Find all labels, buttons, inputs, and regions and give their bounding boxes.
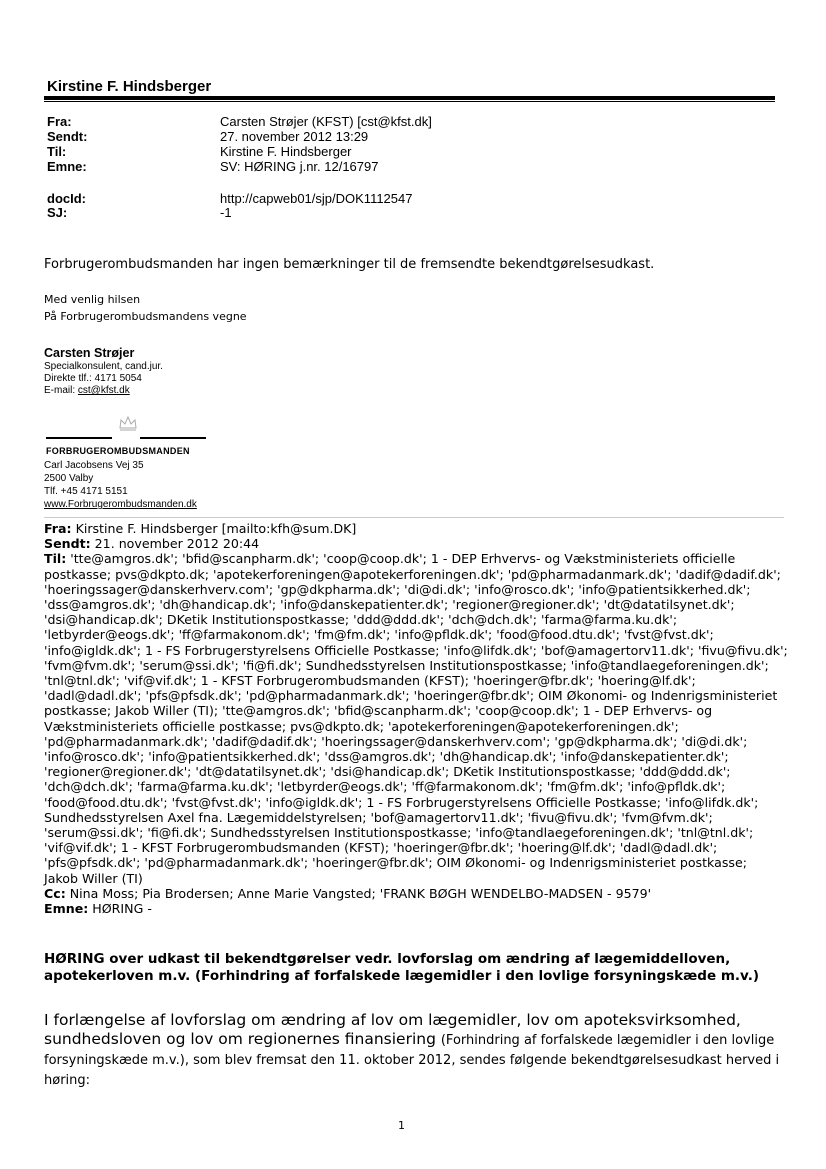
- intro-part-2: (Forhindring af forfalskede lægemidler i den lovlige forsyningskæde m.v.), som blev fremsat den 11. oktober 2012, sendes følgende bekendtgørelsesudkast herved i høring:: [44, 1033, 780, 1088]
- orig-sendt-value: 21. november 2012 20:44: [94, 536, 260, 552]
- signature-email-label: E-mail:: [44, 385, 78, 396]
- orig-fra-line: [44, 521, 789, 536]
- greeting-line-2: På Forbrugerombudsmandens vegne: [44, 310, 247, 323]
- orig-cc-value: Nina Moss; Pia Brodersen; Anne Marie Vangsted; 'FRANK BØGH WENDELBO-MADSEN - 9579': [69, 885, 652, 901]
- org-address-1: Carl Jacobsens Vej 35: [44, 460, 144, 471]
- meta-value-docid: http://capweb01/sjp/DOK1112547: [220, 191, 413, 206]
- logo-line-left: [46, 437, 112, 439]
- meta-value-sj: -1: [220, 205, 232, 220]
- header-rule-thin: [44, 101, 775, 102]
- meta-label-emne: Emne:: [47, 159, 87, 174]
- intro-part-1: I forlængelse af lovforslag om ændring af lov om lægemidler, lov om apoteksvirksomhed, sundhedsloven og lov om regionernes finansiering: [44, 1011, 741, 1048]
- til-line: Sundhedsstyrelsen Axel fna. Lægemiddelstyrelsen; 'bof@amagertorv11.dk'; 'fivu@fivu.dk'; 'fvm@fvm.dk';: [44, 809, 713, 825]
- orig-sendt-label: Sendt:: [44, 536, 91, 552]
- til-line: 'pfs@pfsdk.dk'; 'pd@pharmadanmark.dk'; 'hoeringer@fbr.dk'; OIM Økonomi- og Indenrigsministeriet postkasse;: [44, 855, 747, 871]
- org-web-link[interactable]: www.Forbrugerombudsmanden.dk: [44, 499, 197, 510]
- org-tel: Tlf. +45 4171 5151: [44, 486, 128, 497]
- til-line: 'fvm@fvm.dk'; 'serum@ssi.dk'; 'fi@fi.dk'; Sundhedsstyrelsen Institutionspostkasse; 'info@tandlaegeforeningen.dk';: [44, 657, 769, 673]
- document-owner-name: Kirstine F. Hindsberger: [47, 78, 212, 95]
- meta-value-sendt: 27. november 2012 13:29: [220, 129, 369, 144]
- til-line: postkasse; Jakob Willer (TI); 'tte@amgros.dk'; 'bfid@scanpharm.dk'; 'coop@coop.dk'; 1 - DEP Erhvervs- og: [44, 703, 713, 719]
- signature-phone: Direkte tlf.: 4171 5054: [44, 373, 142, 384]
- til-line: 'letbyrder@eogs.dk'; 'ff@farmakonom.dk'; 'fm@fm.dk'; 'info@pfldk.dk'; 'food@food.dtu.dk'; 'fvst@fvst.dk';: [44, 627, 714, 643]
- til-line: 'dss@amgros.dk'; 'dh@handicap.dk'; 'info@danskepatienter.dk'; 'regioner@regioner.dk'; 'dt@datatilsynet.dk';: [44, 597, 735, 613]
- til-line: Jakob Willer (TI): [44, 870, 143, 886]
- signature-email-line: [44, 385, 130, 397]
- orig-emne-line: [44, 901, 789, 916]
- orig-fra-label: Fra:: [44, 521, 72, 536]
- til-line-text: 'tte@amgros.dk'; 'bfid@scanpharm.dk'; 'coop@coop.dk'; 1 - DEP Erhvervs- og Vækstministeriets officielle: [70, 551, 736, 567]
- til-line: 'tnl@tnl.dk'; 'vif@vif.dk'; 1 - KFST Forbrugerombudsmanden (KFST); 'hoeringer@fbr.dk'; 'hoering@lf.dk';: [44, 673, 696, 689]
- orig-fra-value: Kirstine F. Hindsberger [mailto:kfh@sum.DK]: [75, 521, 357, 536]
- hearing-subject: HØRING over udkast til bekendtgørelser vedr. lovforslag om ændring af lægemiddelloven, apotekerloven m.v. (Forhindring af forfalskede lægemidler i den lovlige forsyningskæde m.v.): [44, 951, 760, 984]
- greeting-line-1: Med venlig hilsen: [44, 293, 141, 306]
- page-number: 1: [398, 1119, 405, 1132]
- original-message-header: [44, 521, 789, 916]
- meta-value-emne: SV: HØRING j.nr. 12/16797: [220, 159, 379, 174]
- til-line: 'dadl@dadl.dk'; 'pfs@pfsdk.dk'; 'pd@pharmadanmark.dk'; 'hoeringer@fbr.dk'; OIM Økonomi- og Indenrigsministeriet: [44, 688, 778, 704]
- orig-cc-label: Cc:: [44, 885, 66, 901]
- orig-sendt-line: [44, 536, 789, 551]
- til-line: Vækstministeriets officielle postkasse; pvs@dkpto.dk; 'apotekerforeningen@apotekerforeningen.dk';: [44, 718, 679, 734]
- orig-emne-label: Emne:: [44, 901, 89, 917]
- crown-icon: [118, 414, 138, 432]
- meta-value-til: Kirstine F. Hindsberger: [220, 144, 352, 159]
- orig-cc-line: [44, 886, 789, 901]
- til-line: 'hoeringssager@danskerhverv.com'; 'gp@dkpharma.dk'; 'di@di.dk'; 'info@rosco.dk'; 'info@patientsikkerhed.dk';: [44, 581, 751, 597]
- til-line: 'info@rosco.dk'; 'info@patientsikkerhed.dk'; 'dss@amgros.dk'; 'dh@handicap.dk'; 'info@danskepatienter.dk';: [44, 749, 729, 765]
- header-rule: [44, 96, 775, 100]
- org-address-2: 2500 Valby: [44, 473, 94, 484]
- til-line: 'serum@ssi.dk'; 'fi@fi.dk'; Sundhedsstyrelsen Institutionspostkasse; 'info@tandlaegeforeningen.dk'; 'tnl@tnl.dk';: [44, 825, 754, 841]
- org-logo-text: FORBRUGEROMBUDSMANDEN: [46, 446, 190, 456]
- til-line: 'dsi@handicap.dk'; DKetik Institutionspostkasse; 'ddd@ddd.dk'; 'dch@dch.dk'; 'farma@farma.ku.dk';: [44, 612, 678, 628]
- meta-label-fra: Fra:: [47, 114, 72, 129]
- meta-label-sendt: Sendt:: [47, 129, 88, 144]
- til-line: 'info@igldk.dk'; 1 - FS Forbrugerstyrelsens Officielle Postkasse; 'info@lifdk.dk'; 'bof@amagertorv11.dk'; 'fivu@fivu.dk';: [44, 642, 788, 658]
- til-line: postkasse; pvs@dkpto.dk; 'apotekerforeningen@apotekerforeningen.dk'; 'pd@pharmadanmark.dk'; 'dadif@dadif.dk';: [44, 566, 781, 582]
- til-line: 'food@food.dtu.dk'; 'fvst@fvst.dk'; 'info@igldk.dk'; 1 - FS Forbrugerstyrelsens Officielle Postkasse; 'info@lifdk.dk';: [44, 794, 759, 810]
- reply-body: Forbrugerombudsmanden har ingen bemærkninger til de fremsendte bekendtgørelsesudkast.: [44, 257, 655, 272]
- signature-title: Specialkonsulent, cand.jur.: [44, 361, 163, 372]
- til-line: 'regioner@regioner.dk'; 'dt@datatilsynet.dk'; 'dsi@handicap.dk'; DKetik Institutionspostkasse; 'ddd@ddd.dk';: [44, 764, 731, 780]
- meta-label-docid: docId:: [47, 191, 86, 206]
- intro-paragraph: [44, 1011, 804, 1090]
- meta-label-til: Til:: [47, 144, 67, 159]
- org-web-line: [44, 499, 197, 511]
- meta-value-fra: Carsten Strøjer (KFST) [cst@kfst.dk]: [220, 114, 432, 129]
- signature-name: Carsten Strøjer: [44, 346, 135, 360]
- signature-email-link[interactable]: cst@kfst.dk: [77, 385, 130, 396]
- separator: [44, 517, 784, 518]
- orig-emne-value: HØRING -: [92, 901, 152, 917]
- meta-label-sj: SJ:: [47, 205, 68, 220]
- til-line: 'pd@pharmadanmark.dk'; 'dadif@dadif.dk'; 'hoeringssager@danskerhverv.com'; 'gp@dkpharma.dk'; 'di@di.dk';: [44, 733, 748, 749]
- til-line: [44, 551, 789, 566]
- til-line: 'vif@vif.dk'; 1 - KFST Forbrugerombudsmanden (KFST); 'hoeringer@fbr.dk'; 'hoering@lf.dk'; 'dadl@dadl.dk';: [44, 840, 718, 856]
- orig-til-block: [44, 551, 789, 885]
- logo-line-right: [140, 437, 206, 439]
- orig-til-label: Til:: [44, 551, 67, 567]
- til-line: 'dch@dch.dk'; 'farma@farma.ku.dk'; 'letbyrder@eogs.dk'; 'ff@farmakonom.dk'; 'fm@fm.dk'; 'info@pfldk.dk';: [44, 779, 726, 795]
